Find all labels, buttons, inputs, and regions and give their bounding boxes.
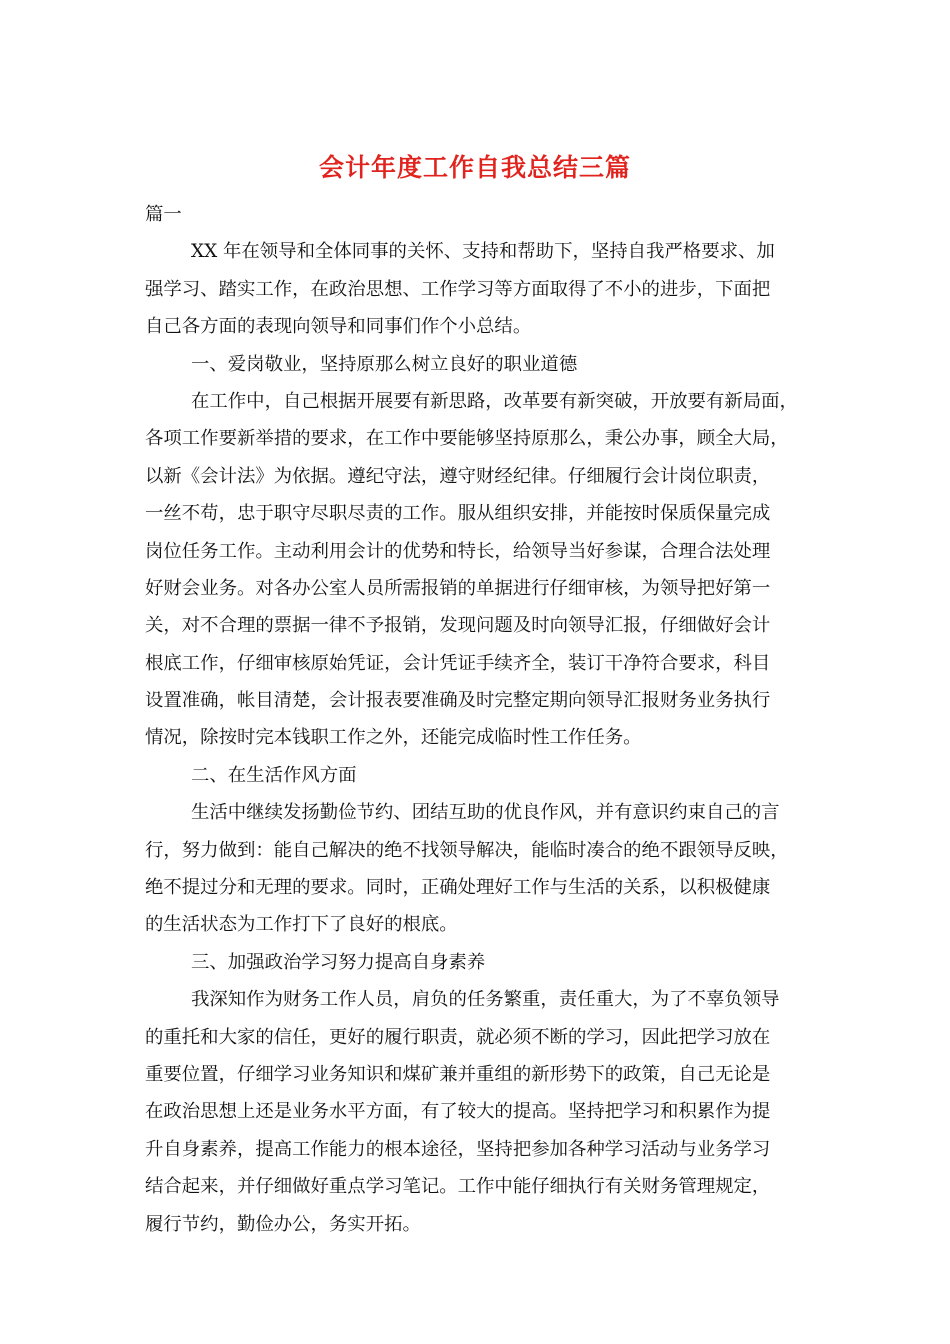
text-line: 一、爱岗敬业，坚持原那么树立良好的职业道德	[191, 353, 578, 375]
text-line: 二、在生活作风方面	[191, 764, 357, 786]
text-line: 在工作中，自己根据开展要有新思路，改革要有新突破，开放要有新局面，	[191, 390, 798, 412]
text-line: 各项工作要新举措的要求，在工作中要能够坚持原那么，秉公办事，顾全大局，	[145, 428, 789, 450]
text-line: 的生活状态为工作打下了良好的根底。	[145, 914, 458, 936]
document-body	[145, 196, 805, 1243]
text-line: XX 年在领导和全体同事的关怀、支持和帮助下，坚持自我严格要求、加	[191, 241, 775, 263]
text-line: 三、加强政治学习努力提高自身素养	[191, 951, 486, 973]
text-line: 以新《会计法》为依据。遵纪守法，遵守财经纪律。仔细履行会计岗位职责，	[145, 465, 771, 487]
text-line: 重要位置，仔细学习业务知识和煤矿兼并重组的新形势下的政策，自己无论是	[145, 1063, 771, 1085]
text-line: 岗位任务工作。主动利用会计的优势和特长，给领导当好参谋，合理合法处理	[145, 540, 771, 562]
text-line: 好财会业务。对各办公室人员所需报销的单据进行仔细审核，为领导把好第一	[145, 577, 771, 599]
text-line: 自己各方面的表现向领导和同事们作个小总结。	[145, 316, 532, 338]
text-line: 情况，除按时完本钱职工作之外，还能完成临时性工作任务。	[145, 727, 642, 749]
text-line: 根底工作，仔细审核原始凭证，会计凭证手续齐全，装订干净符合要求，科目	[145, 652, 771, 674]
text-line: 篇一	[145, 204, 182, 225]
text-line: 升自身素养，提高工作能力的根本途径，坚持把参加各种学习活动与业务学习	[145, 1138, 771, 1160]
text-line: 关，对不合理的票据一律不予报销，发现问题及时向领导汇报，仔细做好会计	[145, 615, 771, 637]
text-line: 强学习、踏实工作，在政治思想、工作学习等方面取得了不小的进步，下面把	[145, 278, 771, 300]
document-title: 会计年度工作自我总结三篇	[318, 153, 631, 182]
text-line: 履行节约，勤俭办公，务实开拓。	[145, 1213, 421, 1235]
text-line: 一丝不苟，忠于职守尽职尽责的工作。服从组织安排，并能按时保质保量完成	[145, 503, 771, 525]
text-line: 结合起来，并仔细做好重点学习笔记。工作中能仔细执行有关财务管理规定，	[145, 1176, 771, 1198]
text-line: 绝不提过分和无理的要求。同时，正确处理好工作与生活的关系，以积极健康	[145, 877, 771, 899]
text-line: 行，努力做到：能自己解决的绝不找领导解决，能临时凑合的绝不跟领导反映，	[145, 839, 789, 861]
text-line: 设置准确，帐目清楚，会计报表要准确及时完整定期向领导汇报财务业务执行	[145, 690, 771, 712]
text-line: 生活中继续发扬勤俭节约、团结互助的优良作风，并有意识约束自己的言	[191, 802, 780, 824]
text-line: 的重托和大家的信任，更好的履行职责，就必须不断的学习，因此把学习放在	[145, 1026, 771, 1048]
text-line: 我深知作为财务工作人员，肩负的任务繁重，责任重大，为了不辜负领导	[191, 989, 780, 1011]
text-line: 在政治思想上还是业务水平方面，有了较大的提高。坚持把学习和积累作为提	[145, 1101, 771, 1123]
